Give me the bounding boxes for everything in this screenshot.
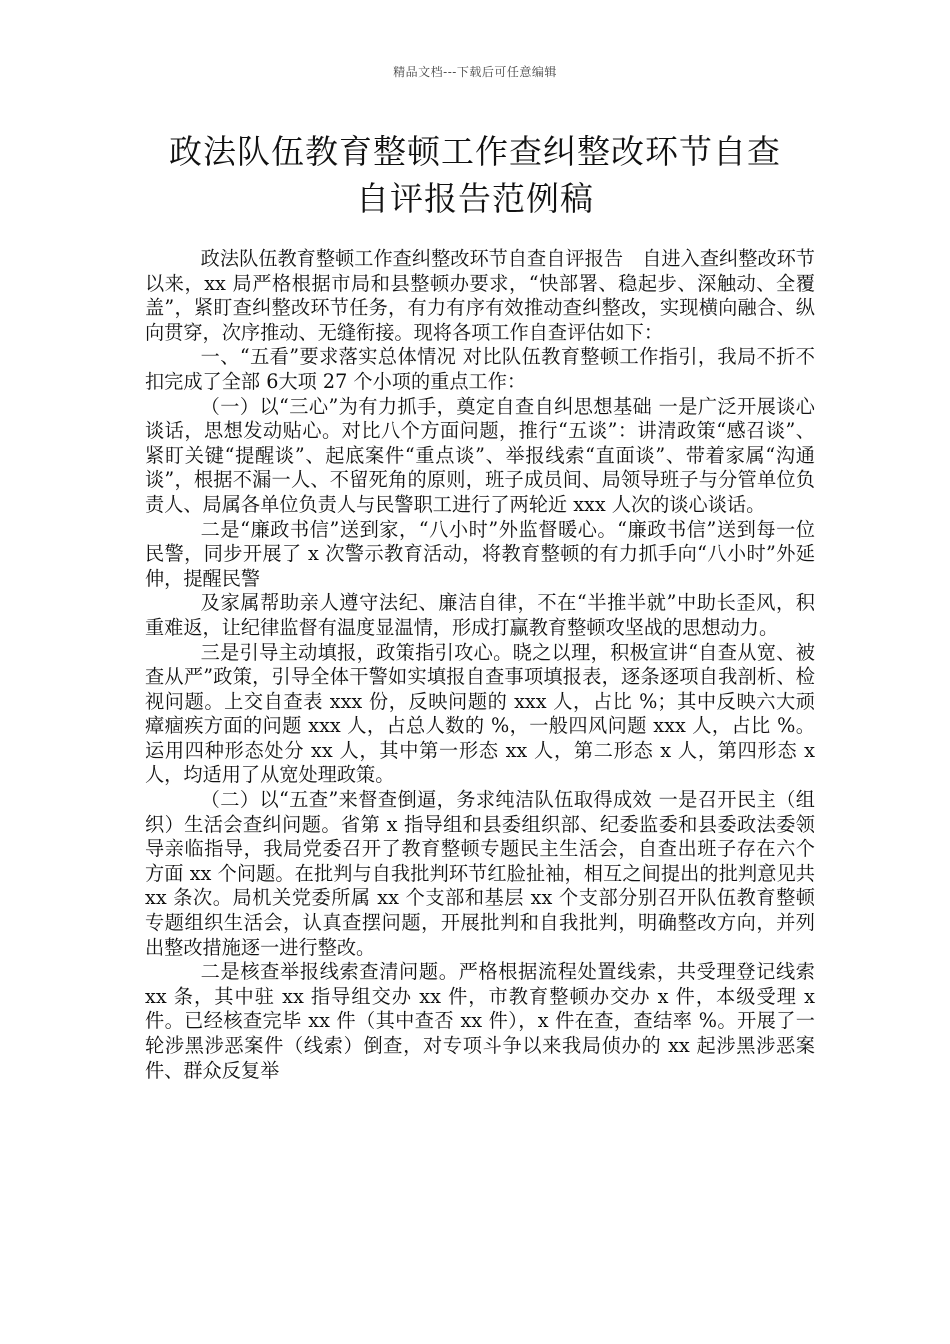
document-body (145, 247, 815, 1083)
paragraph-point-3: 三是引导主动填报，政策指引攻心。晓之以理，积极宣讲“自查从宽、被查从严”政策，引导全体干警如实填报自查事项填报表，逐条逐项自我剖析、检视问题。上交自查表 xxx 份，反映问题的 xxx 人，占比 %；其中反映六大顽瘴痼疾方面的问题 xxx 人，占总人数的 %，一般四风问题 xxx 人，占比 %。运用四种形态处分 xx 人，其中第一形态 xx 人，第二形态 x 人，第四形态 x 人，均适用了从宽处理政策。 (145, 640, 815, 787)
document-title (110, 128, 840, 222)
paragraph-intro: 政法队伍教育整顿工作查纠整改环节自查自评报告 自进入查纠整改环节以来，xx 局严格根据市局和县整顿办要求，“快部署、稳起步、深触动、全覆盖”，紧盯查纠整改环节任务，有力有序有效推动查纠整改，实现横向融合、纵向贯穿，次序推动、无缝衔接。现将各项工作自查评估如下： (145, 247, 815, 344)
paragraph-subsection-2: （二）以“五查”来督查倒逼，务求纯洁队伍取得成效 一是召开民主（组织）生活会查纠问题。省第 x 指导组和县委组织部、纪委监委和县委政法委领导亲临指导，我局党委召开了教育整顿专题民主生活会，自查出班子存在六个方面 xx 个问题。在批判与自我批判环节红脸扯袖，相互之间提出的批判意见共 xx 条次。局机关党委所属 xx 个支部和基层 xx 个支部分别召开队伍教育整顿专题组织生活会，认真查摆问题，开展批判和自我批判，明确整改方向，并列出整改措施逐一进行整改。 (145, 788, 815, 959)
paragraph-point-2: 二是“廉政书信”送到家，“八小时”外监督暖心。“廉政书信”送到每一位民警，同步开展了 x 次警示教育活动，将教育整顿的有力抓手向“八小时”外延伸，提醒民警 (145, 517, 815, 590)
paragraph-section-1: 一、“五看”要求落实总体情况 对比队伍教育整顿工作指引，我局不折不扣完成了全部 6大项 27 个小项的重点工作： (145, 345, 815, 393)
paragraph-clue-verification: 二是核查举报线索查清问题。严格根据流程处置线索，共受理登记线索 xx 条，其中驻 xx 指导组交办 xx 件，市教育整顿办交办 x 件，本级受理 x 件。已经核查完毕 xx 件（其中查否 xx 件），x 件在查，查结率 %。开展了一轮涉黑涉恶案件（线索）倒查，对专项斗争以来我局侦办的 xx 起涉黑涉恶案件、群众反复举 (145, 960, 815, 1082)
header-note: 精品文档---下载后可任意编辑 (393, 65, 557, 79)
title-line-2: 自评报告范例稿 (356, 179, 594, 218)
title-line-1: 政法队伍教育整顿工作查纠整改环节自查 (169, 132, 781, 171)
paragraph-subsection-1: （一）以“三心”为有力抓手，奠定自查自纠思想基础 一是广泛开展谈心谈话，思想发动贴心。对比八个方面问题，推行“五谈”：讲清政策“感召谈”、紧盯关键“提醒谈”、起底案件“重点谈”、举报线索“直面谈”、带着家属“沟通谈”，根据不漏一人、不留死角的原则，班子成员间、局领导班子与分管单位负责人、局属各单位负责人与民警职工进行了两轮近 xxx 人次的谈心谈话。 (145, 394, 815, 516)
paragraph-point-2-continued: 及家属帮助亲人遵守法纪、廉洁自律，不在“半推半就”中助长歪风，积重难返，让纪律监督有温度显温情，形成打赢教育整顿攻坚战的思想动力。 (145, 591, 815, 639)
